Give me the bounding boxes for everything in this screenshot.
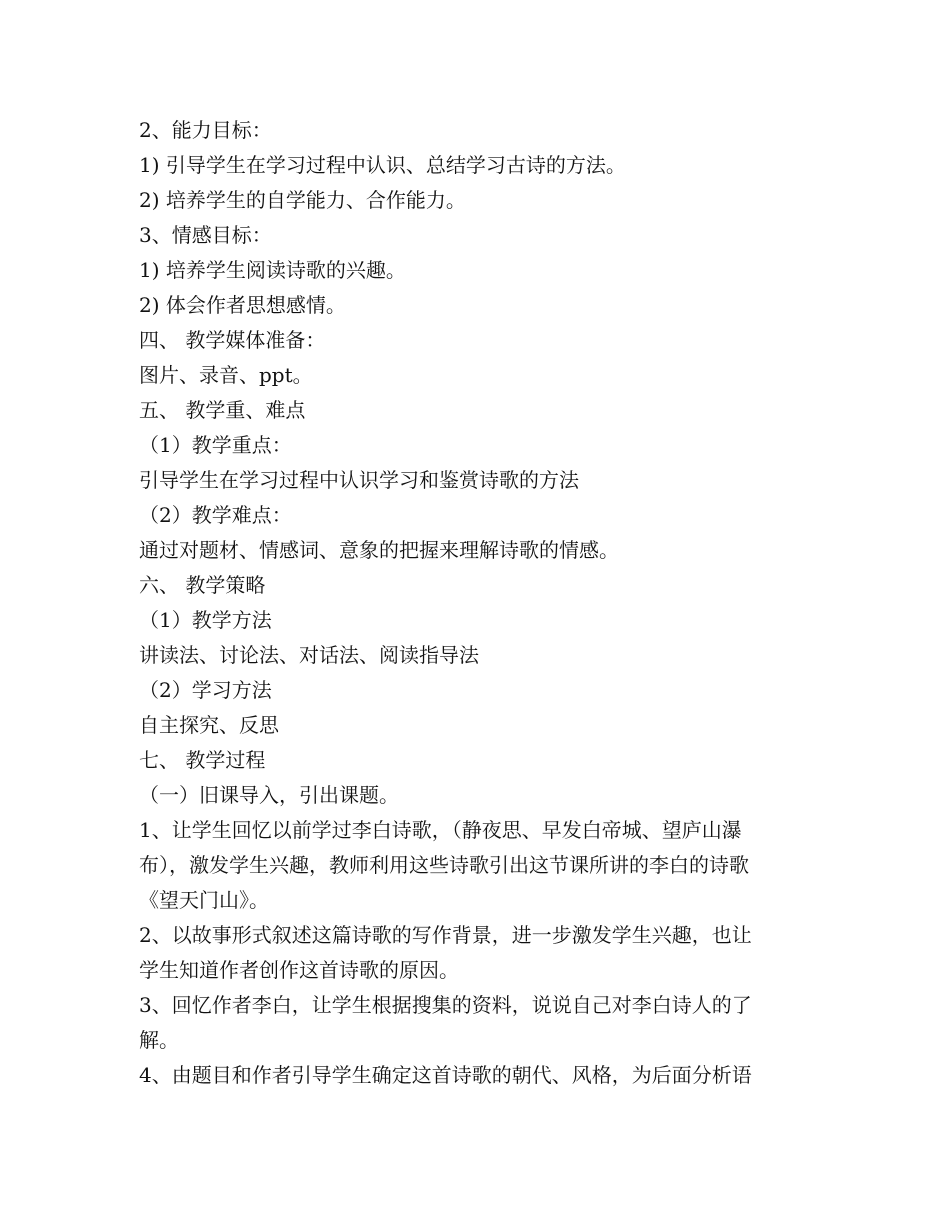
subsection-heading: （一）旧课导入，引出课题。 [139, 783, 399, 807]
subsection-heading: （2）教学难点： [139, 503, 292, 527]
text-line: 3、情感目标： [139, 223, 272, 247]
text-line: 布），激发学生兴趣，教师利用这些诗歌引出这节课所讲的李白的诗歌 [139, 853, 749, 877]
text-line: 1、让学生回忆以前学过李白诗歌，（静夜思、早发白帝城、望庐山瀑 [139, 818, 742, 842]
text-line: 引导学生在学习过程中认识学习和鉴赏诗歌的方法 [139, 468, 579, 492]
section-heading: 七、 教学过程 [139, 748, 266, 772]
subsection-heading: （1）教学重点： [139, 433, 292, 457]
text-line: 1) 培养学生阅读诗歌的兴趣。 [139, 258, 406, 282]
section-heading: 六、 教学策略 [139, 573, 266, 597]
text-line: 解。 [139, 1028, 179, 1052]
text-line: 通过对题材、情感词、意象的把握来理解诗歌的情感。 [139, 538, 619, 562]
text-line: 自主探究、反思 [139, 713, 279, 737]
text-line: 2) 培养学生的自学能力、合作能力。 [139, 188, 466, 212]
text-line: 2、能力目标： [139, 118, 272, 142]
text-line: 2、以故事形式叙述这篇诗歌的写作背景，进一步激发学生兴趣，也让 [139, 923, 752, 947]
text-line: 图片、录音、ppt。 [139, 363, 313, 387]
text-line: 1) 引导学生在学习过程中认识、总结学习古诗的方法。 [139, 153, 626, 177]
subsection-heading: （1）教学方法 [139, 608, 272, 632]
text-line: 《望天门山》。 [139, 888, 269, 912]
text-line: 2) 体会作者思想感情。 [139, 293, 346, 317]
text-line: 讲读法、讨论法、对话法、阅读指导法 [139, 643, 479, 667]
subsection-heading: （2）学习方法 [139, 678, 272, 702]
section-heading: 五、 教学重、难点 [139, 398, 306, 422]
document-body [139, 113, 819, 1093]
text-line: 4、由题目和作者引导学生确定这首诗歌的朝代、风格，为后面分析语 [139, 1063, 752, 1087]
text-line: 学生知道作者创作这首诗歌的原因。 [139, 958, 459, 982]
text-line: 3、回忆作者李白，让学生根据搜集的资料，说说自己对李白诗人的了 [139, 993, 752, 1017]
section-heading: 四、 教学媒体准备： [139, 328, 326, 352]
